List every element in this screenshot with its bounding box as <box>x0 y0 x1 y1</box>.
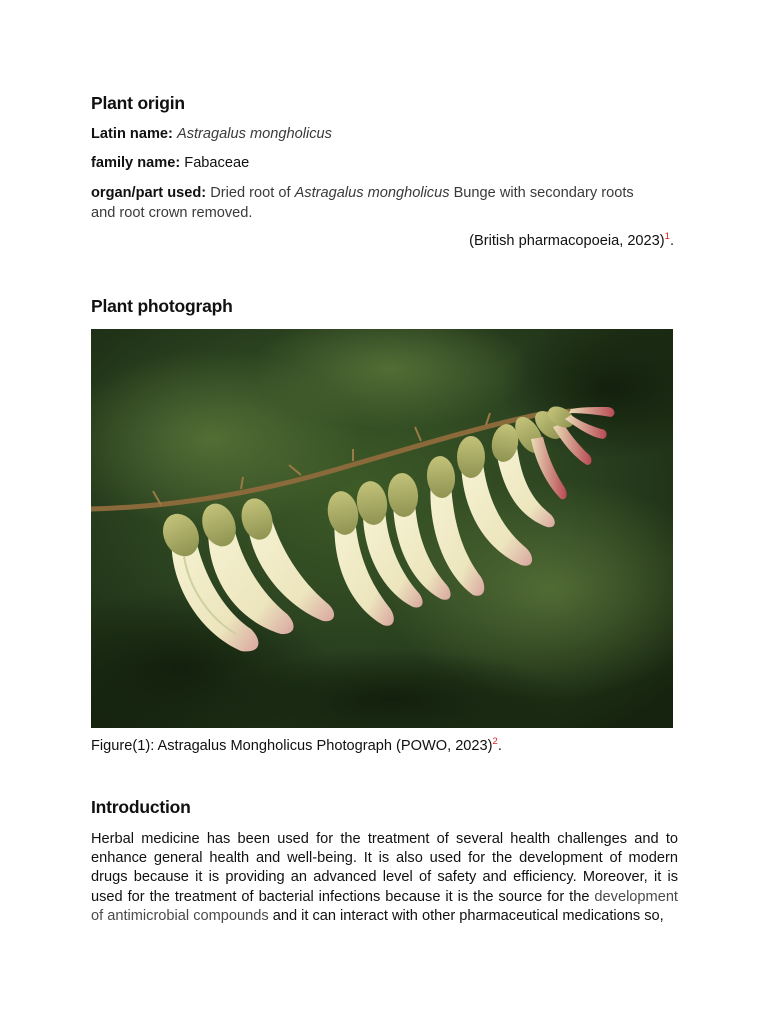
citation-period: . <box>669 233 674 249</box>
figure-caption-text: Figure(1): Astragalus Mongholicus Photograph (POWO, 2023) <box>91 738 493 754</box>
latin-name-line <box>91 124 332 144</box>
introduction-link[interactable]: development of antimicrobial compounds <box>91 888 678 924</box>
section-heading-plant-origin: Plant origin <box>91 93 185 113</box>
family-name-value: Fabaceae <box>184 155 250 171</box>
introduction-text-continued: and it can interact with other pharmaceutical medications so, <box>272 907 664 924</box>
citation-british-pharmacopoeia <box>469 233 674 249</box>
figure-caption <box>91 738 502 754</box>
section-heading-plant-photograph: Plant photograph <box>91 296 233 316</box>
family-name-label: family name: <box>91 155 181 171</box>
family-name-line <box>91 153 249 173</box>
organ-used-text-continued: Bunge with secondary roots <box>453 185 634 201</box>
astragalus-flower-image <box>91 329 673 728</box>
organ-used-species: Astragalus mongholicus <box>294 185 450 201</box>
latin-name-value: Astragalus mongholicus <box>176 126 332 142</box>
citation-text: (British pharmacopoeia, 2023) <box>469 233 665 249</box>
organ-used-line <box>91 183 671 223</box>
figure-caption-period: . <box>497 738 502 754</box>
organ-used-text: Dried root of <box>210 185 291 201</box>
introduction-paragraph <box>91 830 678 926</box>
introduction-text: Herbal medicine has been used for the treatment of several health challenges and to enhance general health and well-being. It is also used for the development of modern drugs because it is providing an advanced level of safety and efficiency. Moreover, it is used for the treatment of bacterial infections because it is the source for the <box>91 831 678 905</box>
section-heading-introduction: Introduction <box>91 797 191 817</box>
latin-name-label: Latin name: <box>91 126 173 142</box>
citation-reference-number[interactable]: 1 <box>664 231 670 243</box>
organ-used-text-end: and root crown removed. <box>91 205 253 221</box>
plant-photograph <box>91 329 673 728</box>
figure-reference-number[interactable]: 2 <box>492 736 498 748</box>
organ-used-label: organ/part used: <box>91 185 207 201</box>
